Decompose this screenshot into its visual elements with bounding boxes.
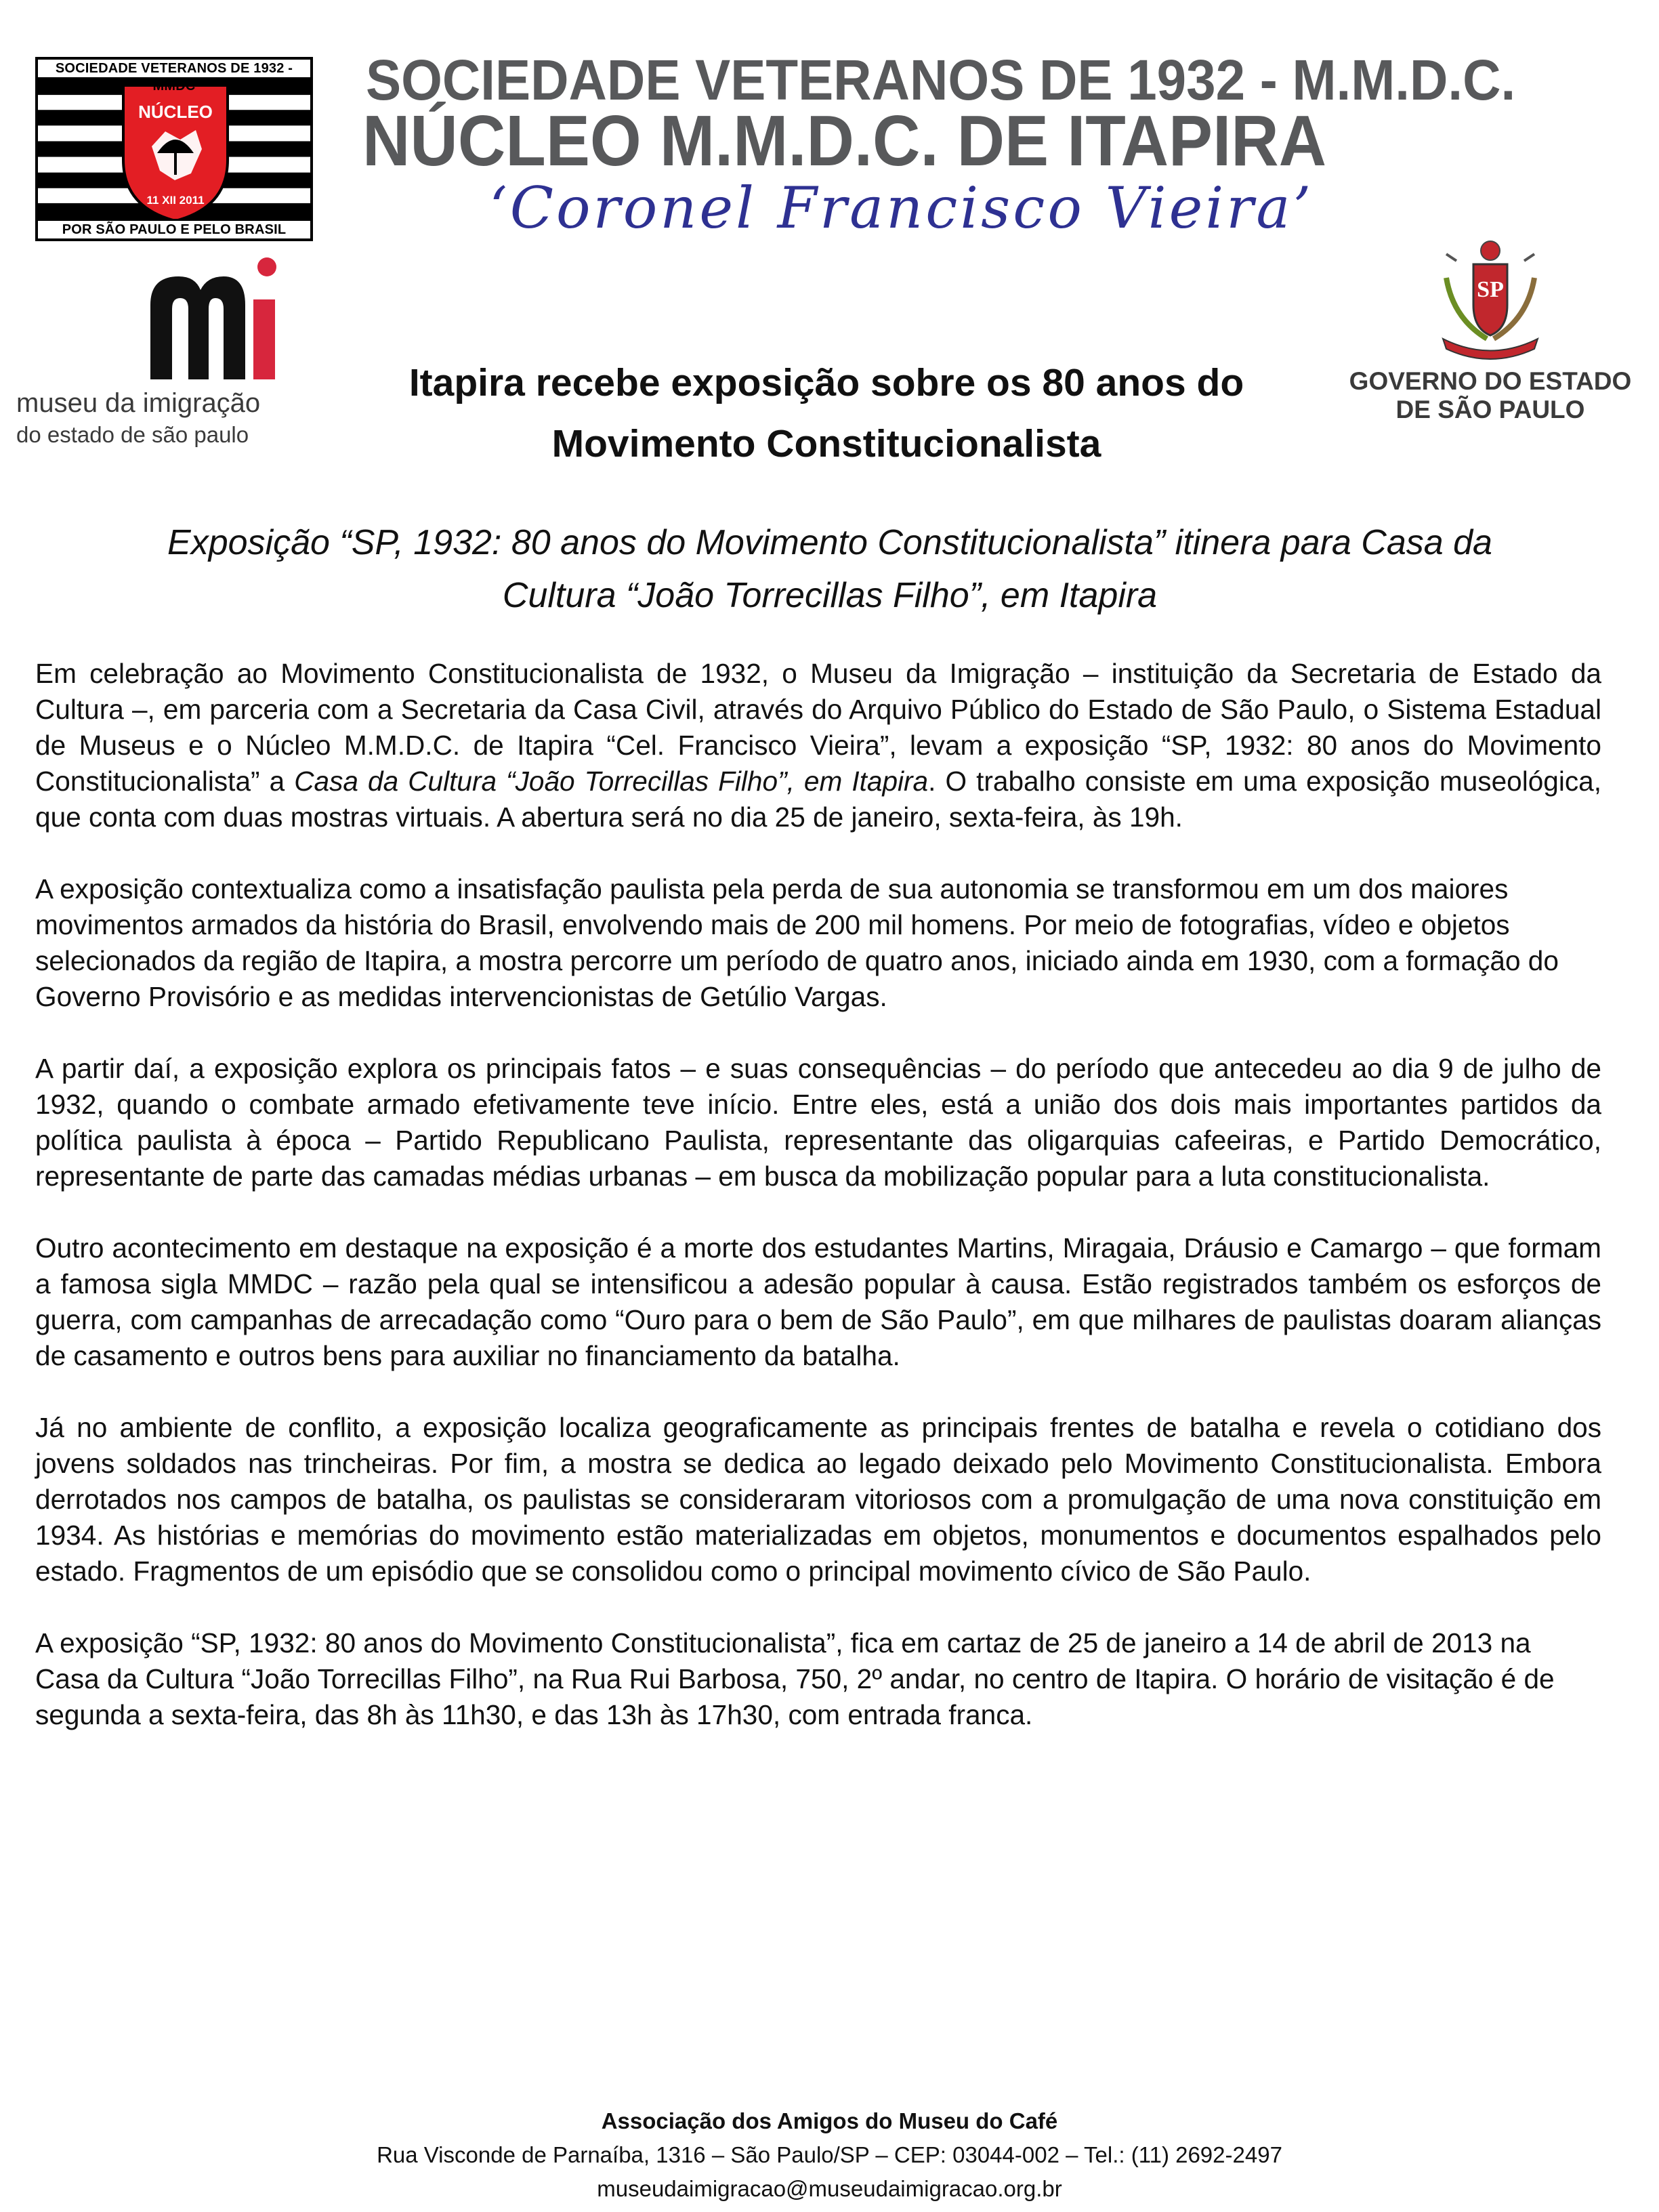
mmdc-seal-logo	[35, 57, 313, 241]
gov-name-line2: DE SÃO PAULO	[1395, 396, 1585, 423]
org-name-line2: NÚCLEO M.M.D.C. DE ITAPIRA	[362, 101, 1327, 181]
paragraph-2: A exposição contextualiza como a insatisfação paulista pela perda de sua autonomia se transformou em um dos maiores movimentos armados da história do Brasil, envolvendo mais de 200 mil homens. Por meio de fotografias, vídeo e objetos selecionados da região de Itapira, a mostra percorre um período de quatro anos, iniciado ainda em 1930, com a formação do Governo Provisório e as medidas intervencionistas de Getúlio Vargas.	[35, 873, 1559, 1012]
footer-address: Rua Visconde de Parnaíba, 1316 – São Paulo/SP – CEP: 03044-002 – Tel.: (11) 2692-2497	[377, 2142, 1282, 2167]
museu-mi-logo-icon	[150, 257, 279, 379]
page-title	[298, 352, 1355, 474]
gov-name-line1: GOVERNO DO ESTADO	[1349, 367, 1632, 395]
seal-top-text: SOCIEDADE VETERANOS DE 1932 - MMDC	[38, 60, 310, 79]
paragraph-1-text-a: Em celebração ao Movimento Constitucionalista de 1932, o Museu da Imigração – instituição da Secretaria de Estado da Cultura –, em parceria com a Secretaria da Casa Civil, através do Arquivo Público do Estado de São Paulo, o Sistema Estadual de Museus e o Núcleo M.M.D.C. de Itapira “Cel. Francisco Vieira”, levam a exposição “SP, 1932: 80 anos do Movimento Constitucionalista” a	[35, 658, 1601, 797]
crest-letters: SP	[1477, 277, 1504, 302]
governo-sp-logo	[1348, 237, 1633, 427]
org-name-script: ‘Coronel Francisco Vieira’	[489, 175, 1314, 241]
seal-red-badge	[118, 79, 233, 224]
footer-organization: Associação dos Amigos do Museu do Café	[601, 2108, 1058, 2133]
page-subtitle	[41, 516, 1619, 622]
page-title-line1: Itapira recebe exposição sobre os 80 anos do	[408, 361, 1244, 404]
museu-subtitle: do estado de são paulo	[16, 422, 249, 447]
paragraph-5: Já no ambiente de conflito, a exposição localiza geograficamente as principais frentes de batalha e revela o cotidiano dos jovens soldados nas trincheiras. Por fim, a mostra se dedica ao legado deixado pelo Movimento Constitucionalista. Embora derrotados nos campos de batalha, os paulistas se consideraram vitoriosos com a promulgação de uma nova constituição em 1934. As histórias e memórias do movimento estão materializadas em objetos, monumentos e documentos espalhados pelo estado. Fragmentos de um episódio que se consolidou como o principal movimento cívico de São Paulo.	[35, 1412, 1601, 1587]
paragraph-1-text-b: . O trabalho consiste em uma exposição museológica, que conta com duas mostras virtuais. A abertura será no dia 25 de janeiro, sexta-feira, às 19h.	[35, 766, 1602, 833]
page-title-line2: Movimento Constitucionalista	[551, 422, 1101, 465]
page-footer	[0, 2104, 1659, 2206]
seal-bottom-text: POR SÃO PAULO E PELO BRASIL	[38, 219, 310, 238]
org-name-line1: SOCIEDADE VETERANOS DE 1932 - M.M.D.C.	[366, 48, 1516, 112]
sao-paulo-coat-of-arms-icon	[1426, 237, 1555, 360]
page-subtitle-line1: Exposição “SP, 1932: 80 anos do Movimento Constitucionalista” itinera para Casa da	[167, 523, 1492, 562]
paragraph-3: A partir daí, a exposição explora os principais fatos – e suas consequências – do período que antecedeu ao dia 9 de julho de 1932, quando o combate armado efetivamente teve início. Entre eles, está a união dos dois mais importantes partidos da política paulista à época – Partido Republicano Paulista, representante das oligarquias cafeeiras, e Partido Democrático, representante de parte das camadas médias urbanas – em busca da mobilização popular para a luta constitucionalista.	[35, 1053, 1601, 1192]
seal-badge-date: 11 XII 2011	[146, 194, 205, 207]
paragraph-4: Outro acontecimento em destaque na exposição é a morte dos estudantes Martins, Miragaia, Dráusio e Camargo – que formam a famosa sigla MMDC – razão pela qual se intensificou a adesão popular à causa. Estão registrados também os esforços de guerra, com campanhas de arrecadação como “Ouro para o bem de São Paulo”, em que milhares de paulistas doaram alianças de casamento e outros bens para auxiliar no financiamento da batalha.	[35, 1232, 1601, 1371]
paragraph-1	[35, 656, 1601, 835]
footer-email-link[interactable]: museudaimigracao@museudaimigracao.org.br	[597, 2176, 1062, 2201]
article-body	[35, 656, 1601, 1769]
seal-badge-title: NÚCLEO	[138, 102, 213, 122]
page-subtitle-line2: Cultura “João Torrecillas Filho”, em Itapira	[502, 576, 1158, 615]
museu-name: museu da imigração	[16, 388, 261, 418]
museu-imigracao-logo	[16, 257, 274, 461]
paragraph-1-italic: Casa da Cultura “João Torrecillas Filho”, em Itapira	[294, 766, 929, 797]
paragraph-6: A exposição “SP, 1932: 80 anos do Movimento Constitucionalista”, fica em cartaz de 25 de janeiro a 14 de abril de 2013 na Casa da Cultura “João Torrecillas Filho”, na Rua Rui Barbosa, 750, 2º andar, no centro de Itapira. O horário de visitação é de segunda a sexta-feira, das 8h às 11h30, e das 13h às 17h30, com entrada franca.	[35, 1627, 1555, 1730]
